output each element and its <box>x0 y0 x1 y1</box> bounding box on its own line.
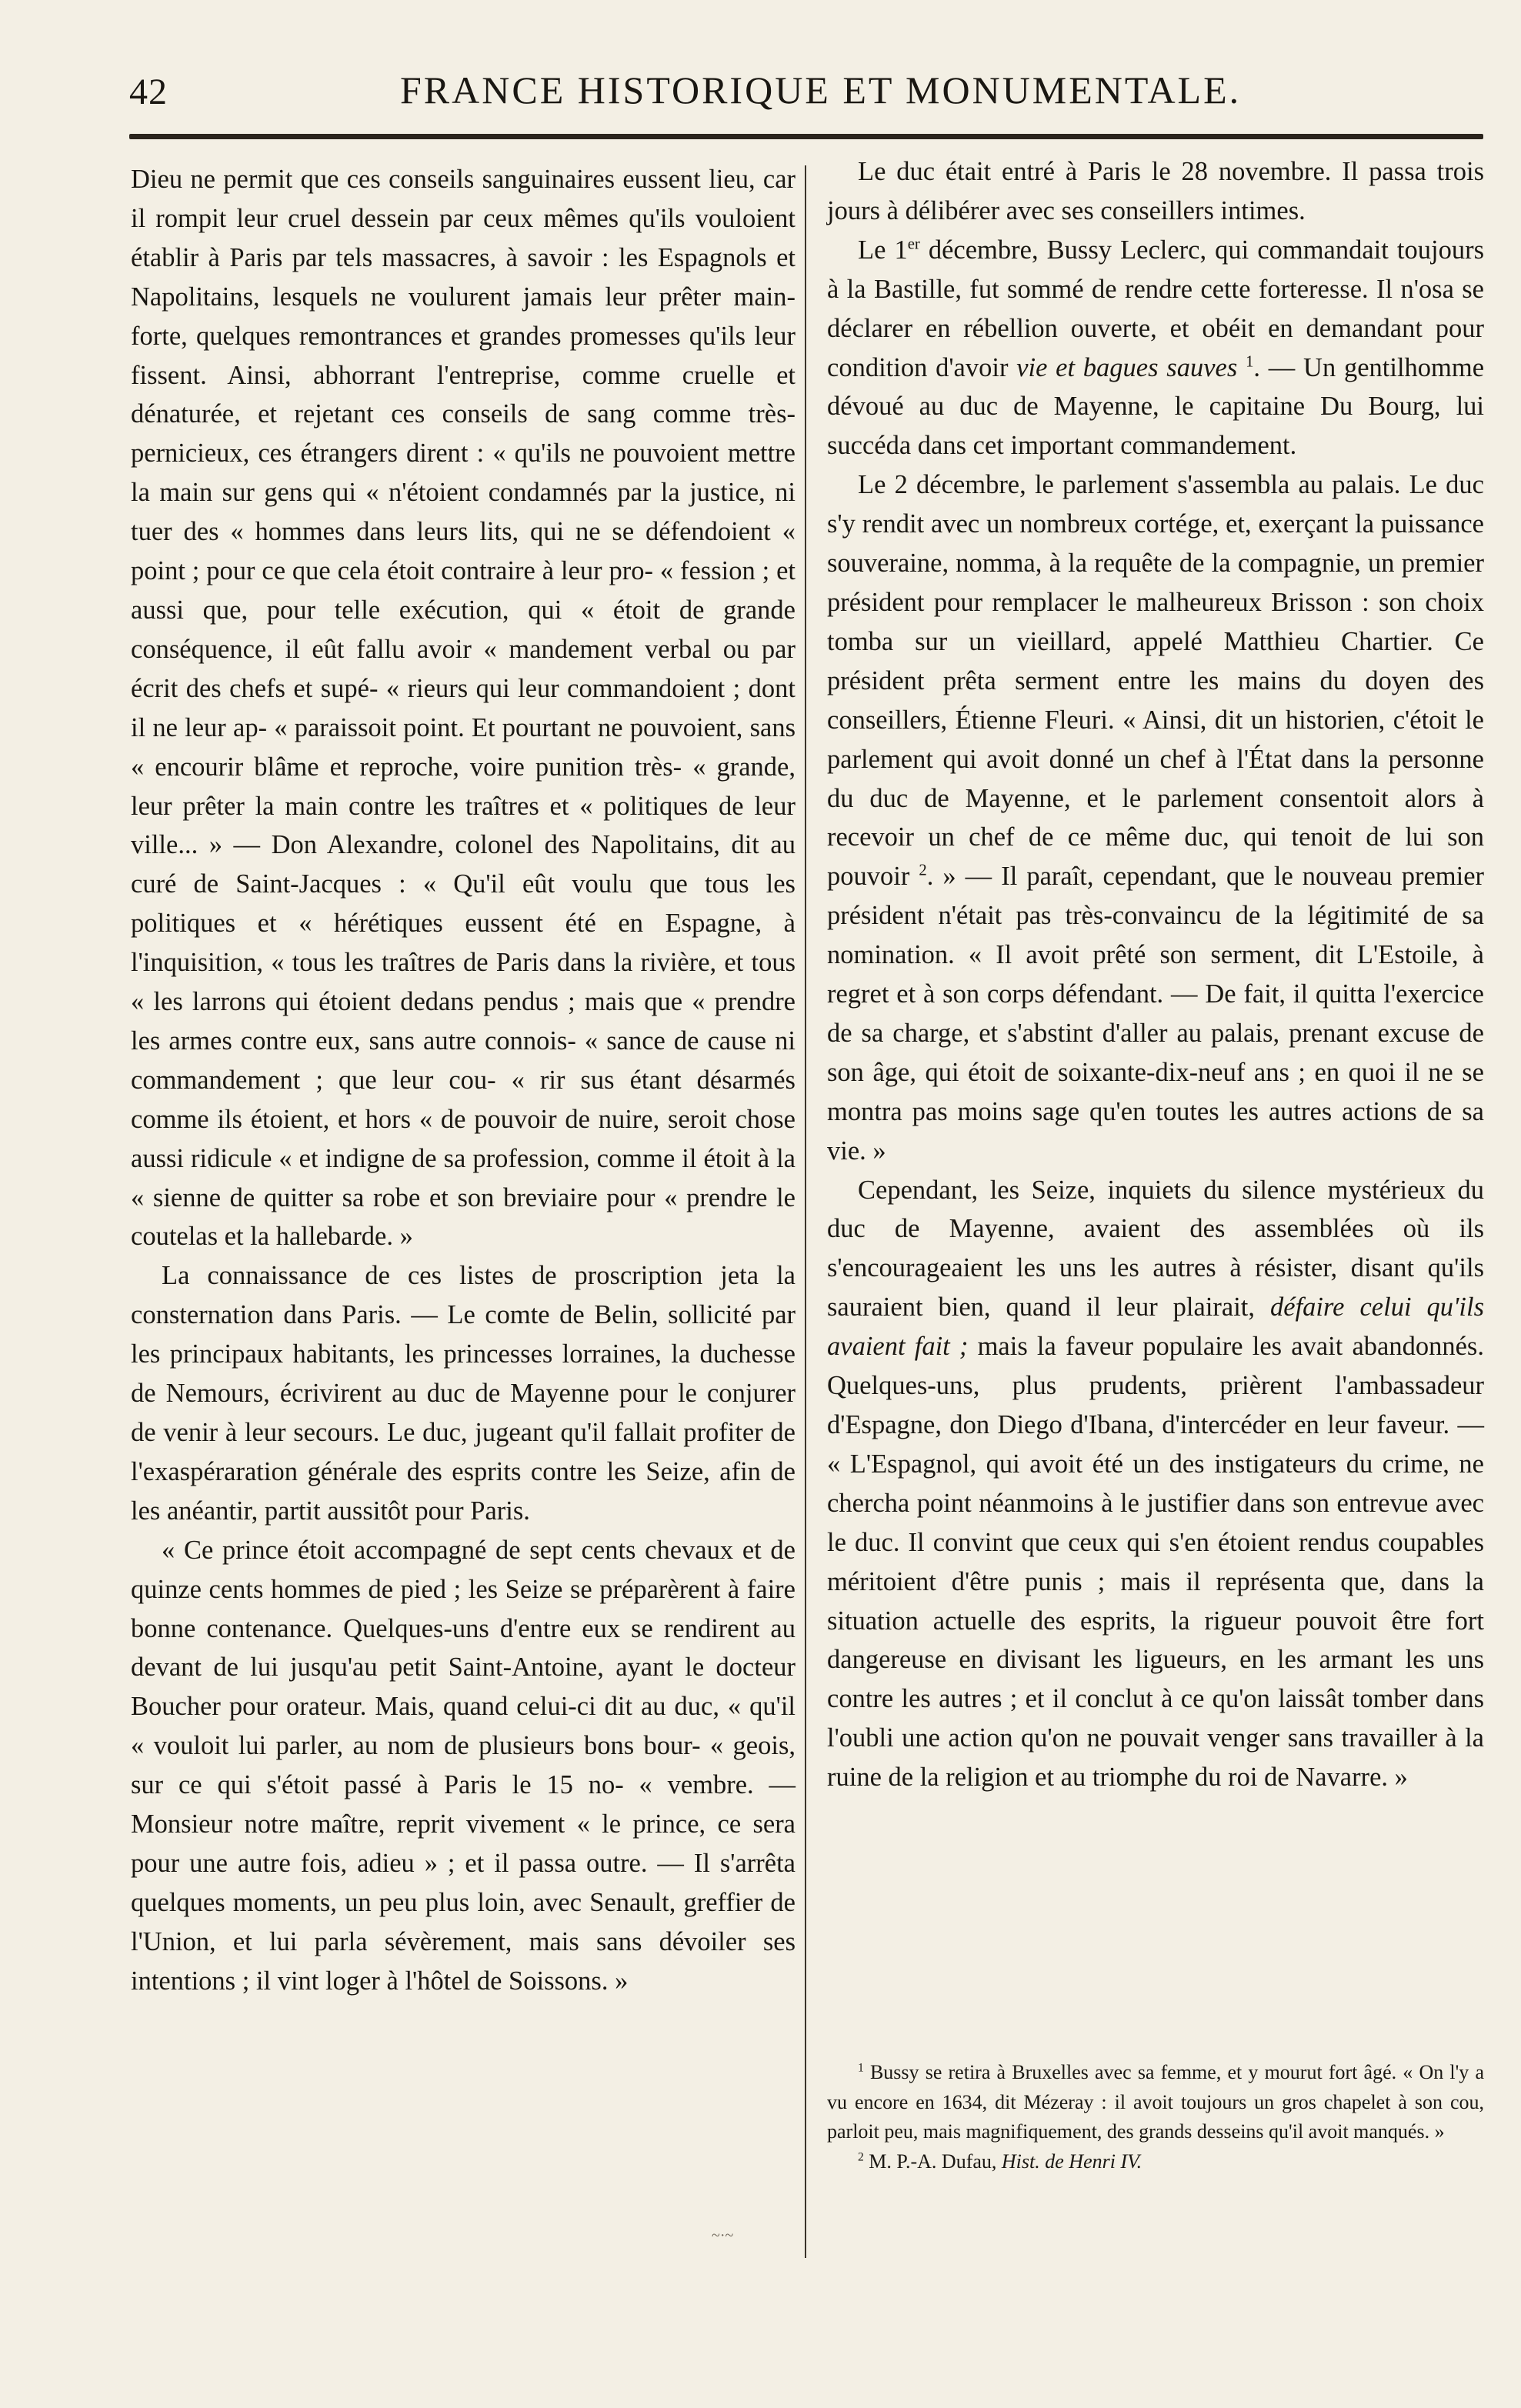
footnotes <box>827 2058 1484 2176</box>
paragraph: Dieu ne permit que ces conseils sanguinaires eussent lieu, car il rompit leur cruel dessein par ceux mêmes qu'ils vouloient établir à Paris par tels massacres, à savoir : les Espagnols et Napolitains, lesquels ne voulurent jamais leur prêter main-forte, quelques remontrances et grandes promesses qu'ils leur fissent. Ainsi, abhorrant l'entreprise, comme cruelle et dénaturée, et rejetant ces conseils de sang comme très-pernicieux, ces étrangers dirent : « qu'ils ne pouvoient mettre la main sur gens qui « n'étoient condamnés par la justice, ni tuer des « hommes dans leurs lits, qui ne se défendoient « point ; pour ce que cela étoit contraire à leur pro- « fession ; et aussi que, pour telle exécution, qui « étoit de grande conséquence, il eût fallu avoir « mandement verbal ou par écrit des chefs et supé- « rieurs qui leur commandoient ; dont il ne leur ap- « paraissoit point. Et pourtant ne pouvoient, sans « encourir blâme et reproche, voire punition très- « grande, leur prêter la main contre les traîtres et « politiques de leur ville... » — Don Alexandre, colonel des Napolitains, dit au curé de Saint-Jacques : « Qu'il eût voulu que tous les politiques et « hérétiques eussent été en Espagne, à l'inquisition, « tous les traîtres de Paris dans la rivière, et tous « les larrons qui étoient dedans pendus ; mais que « prendre les armes contre eux, sans autre connois- « sance de cause ni commandement ; que leur cou- « rir sus étant désarmés comme ils étoient, et hors « de pouvoir de nuire, seroit chose aussi ridicule « et indigne de sa profession, comme il étoit à la « sienne de quitter sa robe et son breviaire pour « prendre le coutelas et la hallebarde. » <box>131 165 796 1252</box>
text-run: . » — Il paraît, cependant, que le nouveau premier président n'était pas très-convaincu de la légitimité de sa nomination. « Il avoit prêté son serment, dit L'Estoile, à regret et à son corps défendant. — De fait, il quitta l'exercice de sa charge, et s'abstint d'aller au palais, prenant excuse de son âge, qui étoit de soixante-dix-neuf ans ; en quoi il ne se montra pas moins sage qu'en toutes les autres actions de sa vie. » <box>827 862 1484 1166</box>
header-rule <box>129 134 1483 139</box>
paragraph: Le duc était entré à Paris le 28 novembre. Il passa trois jours à délibérer avec ses conseillers intimes. <box>827 157 1484 225</box>
italic-phrase: défaire celui qu'ils avaient fait ; <box>827 1292 1485 1362</box>
text-run: Cependant, les Seize, inquiets du silence mystérieux du duc de Mayenne, avaient des assemblées où ils s'encourageaient les uns les autres à résister, disant qu'ils sauraient bien, quand il leur plairait, <box>827 1175 1484 1322</box>
paragraph <box>827 465 1484 1170</box>
text-run: Le 1 <box>858 235 908 265</box>
text-run: décembre, Bussy Leclerc, qui commandait toujours à la Bastille, fut sommé de rendre cette forteresse. Il n'osa se déclarer en rébellion ouverte, et obéit en demandant pour condition d'avoir <box>827 235 1484 382</box>
footnote-author: M. P.-A. Dufau, <box>863 2150 1002 2173</box>
text-run: mais la faveur populaire les avait abandonnés. Quelques-uns, plus prudents, prièrent l'ambassadeur d'Espagne, don Diego d'Ibana, d'intercéder en leur faveur. — « L'Espagnol, qui avoit été un des instigateurs du crime, ne chercha point néanmoins à le justifier dans son entrevue avec le duc. Il convint que ceux qui s'en étoient rendus coupables méritoient d'être punis ; mais il représenta que, dans la situation actuelle des esprits, la rigueur pouvoit être fort dangereuse en divisant les ligueurs, en les armant les uns contre les autres ; et il conclut à ce qu'on laissât tomber dans l'oubli une action qu'on ne pouvait venger sans travailler à la ruine de la religion et au triomphe du roi de Navarre. » <box>827 1332 1484 1793</box>
text-run: Le 2 décembre, le parlement s'assembla au palais. Le duc s'y rendit avec un nombreux cortége, et, exerçant la puissance souveraine, nomma, à la requête de la compagnie, un premier président pour remplacer le malheureux Brisson : son choix tomba sur un vieillard, appelé Matthieu Chartier. Ce président prêta serment entre les mains du doyen des conseillers, Étienne Fleuri. « Ainsi, dit un historien, c'étoit le parlement qui avoit donné un chef à l'État dans la personne du duc de Mayenne, et le parlement consentoit alors à recevoir un chef de ce même duc, qui tenoit de lui son pouvoir <box>827 470 1484 892</box>
footnote-ref: 1 <box>1246 353 1254 371</box>
footnote-title: Hist. de Henri IV. <box>1001 2150 1142 2173</box>
text-run: . — Un gentilhomme dévoué au duc de Mayenne, le capitaine Du Bourg, lui succéda dans cet important commandement. <box>827 352 1485 461</box>
paragraph <box>827 231 1484 465</box>
footnote-mark: 2 <box>858 2150 864 2163</box>
ornament-icon: ~·~ <box>712 2227 734 2244</box>
footnote <box>827 2147 1484 2177</box>
page-number: 42 <box>129 72 168 112</box>
footnote <box>827 2058 1484 2147</box>
left-column <box>131 160 796 2001</box>
paragraph <box>827 1171 1484 1798</box>
footnote-text: Bussy se retira à Bruxelles avec sa femme, et y mourut fort âgé. « On l'y a vu encore en 1634, dit Mézeray : il avoit toujours un gros chapelet à son cou, parloit peu, mais magnifiquement, des grands desseins qu'il avoit manqués. » <box>827 2061 1484 2143</box>
column-divider <box>805 165 806 2258</box>
ordinal-superscript: er <box>907 235 920 253</box>
paragraph: La connaissance de ces listes de proscription jeta la consternation dans Paris. — Le comte de Belin, sollicité par les principaux habitants, les princesses lorraines, la duchesse de Nemours, écrivirent au duc de Mayenne pour le conjurer de venir à leur secours. Le duc, jugeant qu'il fallait profiter de l'exaspéraration générale des esprits contre les Seize, afin de les anéantir, partit aussitôt pour Paris. <box>131 1261 796 1526</box>
footnote-mark: 1 <box>858 2061 864 2075</box>
running-title: FRANCE HISTORIQUE ET MONUMENTALE. <box>400 68 1242 112</box>
italic-phrase: vie et bagues sauves <box>1016 352 1238 382</box>
footnote-ref: 2 <box>919 862 927 879</box>
right-column <box>827 152 1484 1797</box>
paragraph: « Ce prince étoit accompagné de sept cents chevaux et de quinze cents hommes de pied ; les Seize se préparèrent à faire bonne contenance. Quelques-uns d'entre eux se rendirent au devant de lui jusqu'au petit Saint-Antoine, ayant le docteur Boucher pour orateur. Mais, quand celui-ci dit au duc, « qu'il « vouloit lui parler, au nom de plusieurs bons bour- « geois, sur ce qui s'étoit passé à Paris le 15 no- « vembre. — Monsieur notre maître, reprit vivement « le prince, ce sera pour une autre fois, adieu » ; et il passa outre. — Il s'arrêta quelques moments, un peu plus loin, avec Senault, greffier de l'Union, et lui parla sévèrement, mais sans dévoiler ses intentions ; il vint loger à l'hôtel de Soissons. » <box>131 1535 796 1996</box>
